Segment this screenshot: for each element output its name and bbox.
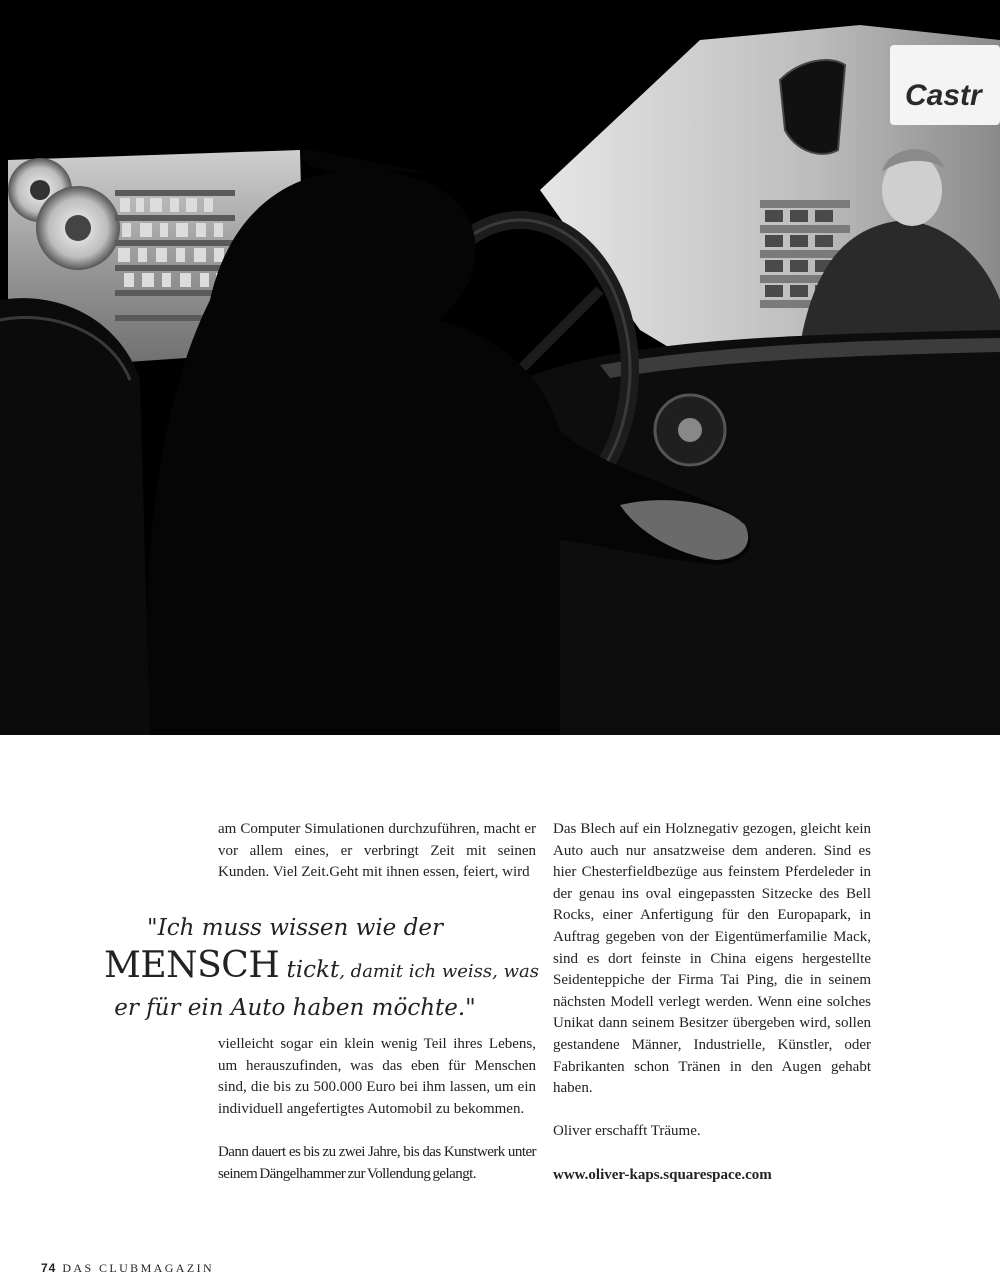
article-paragraph: Dann dauert es bis zu zwei Jahre, bis das Kunstwerk unter seinem Dängelhammer zur Vollendung gelangt. — [218, 1143, 536, 1182]
castrol-sign-text: Castr — [905, 79, 982, 112]
article-column-left-bottom — [218, 1034, 536, 1185]
pull-quote-line-1: "Ich muss wissen wie der — [147, 915, 443, 941]
pull-quote-line-2a: tickt — [279, 957, 340, 983]
website-link[interactable]: www.oliver-kaps.squarespace.com — [553, 1166, 772, 1183]
pull-quote — [100, 910, 539, 1027]
article-paragraph: Oliver erschafft Träume. — [553, 1123, 701, 1140]
article-paragraph: vielleicht sogar ein klein wenig Teil ihres Lebens, um herauszufinden, was das eben für Menschen sind, die bis zu 500.000 Euro bei ihm lassen, um ein individuell angefertigtes Automobil zu bekommen. — [218, 1036, 536, 1117]
article-paragraph: am Computer Simulationen durchzuführen, macht er vor allem eines, er verbringt Zeit mit seinen Kunden. Viel Zeit.Geht mit ihnen essen, feiert, wird — [218, 821, 536, 881]
article-paragraph: Das Blech auf ein Holznegativ gezogen, gleicht kein Auto auch nur ansatzweise dem anderen. Sind es hier Chesterfieldbezüge aus feinstem Pferdeleder in der genau ins oval eingepassten Sitzecke des Bell Rocks, einer Anfertigung für den Europapark, in Auftrag gegeben von der Eigentümerfamilie Mack, sind es dort feinste in China eigens hergestellte Seidenteppiche der Firma Tai Ping, die in seinem nächsten Modell verlegt werden. Wenn eine solches Unikat dann seinem Besitzer übergeben wird, sollen gestandene Männer, Industrielle, Künstler, oder Fabrikanten schon Tränen in den Augen gehabt haben. — [553, 821, 871, 1097]
article-column-left-top — [218, 819, 536, 884]
page-number: 74 — [41, 1261, 57, 1275]
page-footer — [41, 1261, 214, 1276]
magazine-name: DAS CLUBMAGAZIN — [62, 1261, 215, 1275]
article-column-right — [553, 819, 871, 1186]
pull-quote-line-2b: , damit ich weiss, was — [339, 961, 539, 982]
pull-quote-line-3: er für ein Auto haben möchte." — [114, 995, 476, 1021]
pull-quote-emphasis: MENSCH — [104, 945, 280, 986]
